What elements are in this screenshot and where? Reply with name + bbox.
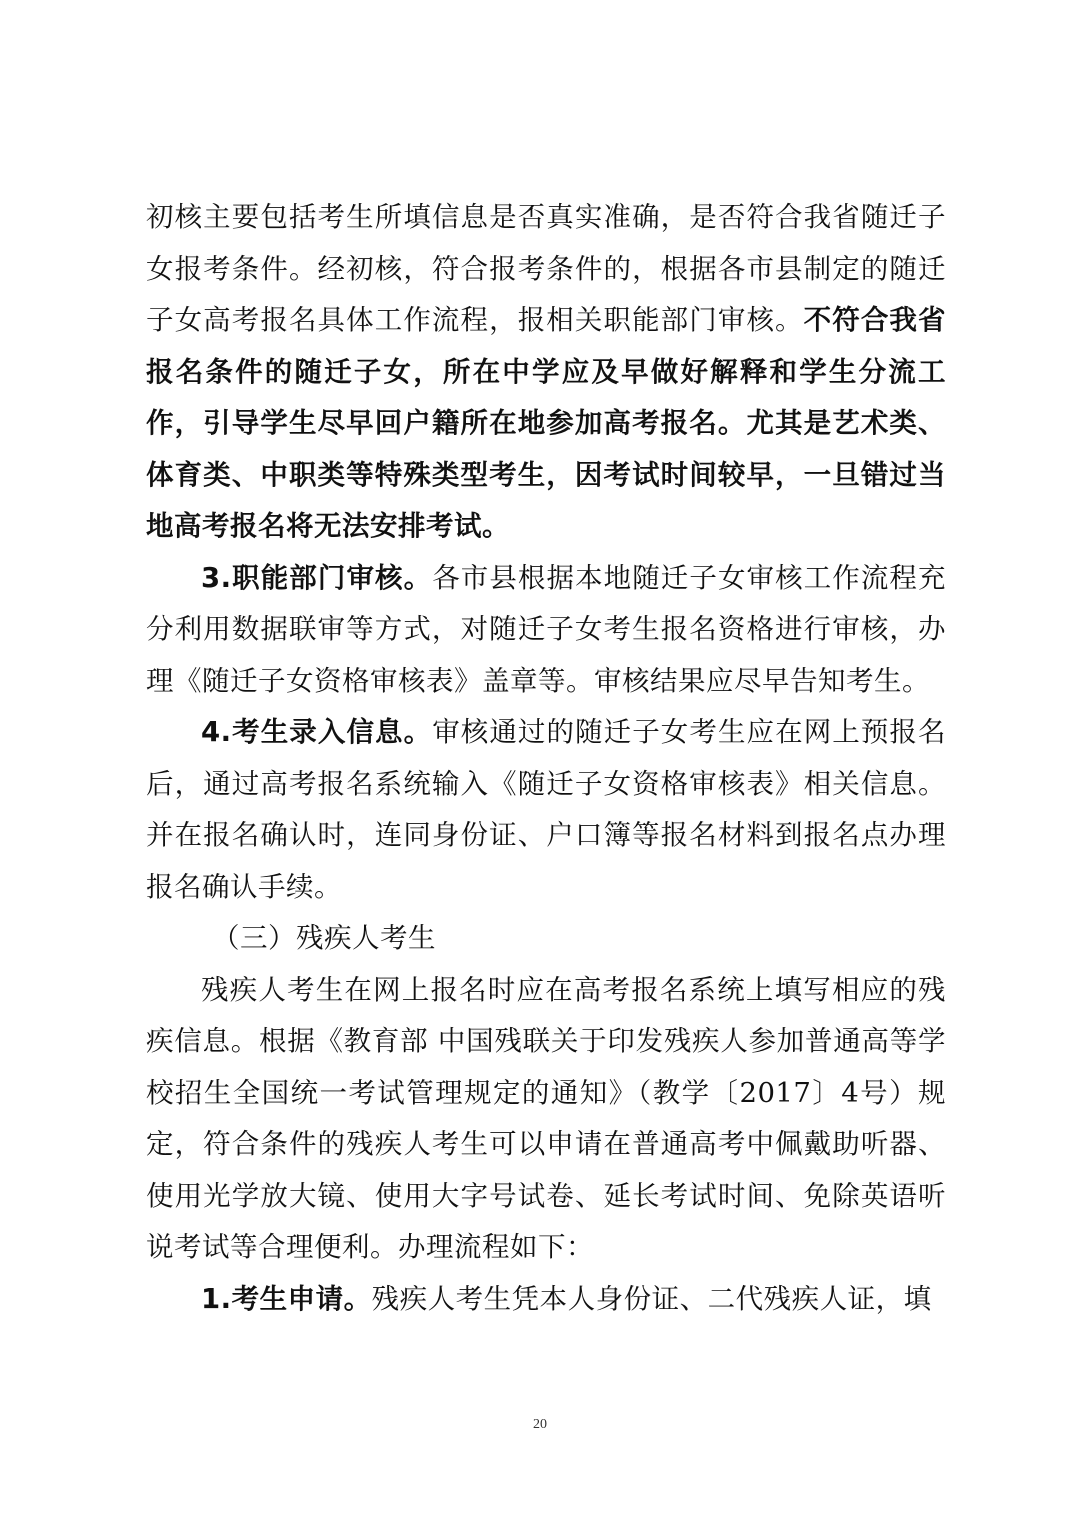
- text-run: 残疾人考生凭本人身份证、二代残疾人证，填: [371, 1282, 932, 1315]
- text-run-bold: 不符合我省报名条件的随迁子女，所在中学应及早做好解释和学生分流工作，引导学生尽早回户籍所在地参加高考报名。尤其是艺术类、体育类、中职类等特殊类型考生，因考试时间较早，一旦错过当地高考报名将无法安排考试。: [146, 304, 947, 542]
- step-heading: 1.考生申请。: [201, 1282, 372, 1315]
- paragraph-candidate-apply: [146, 1274, 946, 1326]
- paragraph-enter-info: [146, 707, 946, 913]
- paragraph-department-review: [146, 553, 946, 708]
- section-heading-disabled-candidates: [146, 913, 946, 965]
- text-run: 初核主要包括考生所填信息是否真实准确，是否符合我省随迁子女报考条件。经初核，符合报考条件的，根据各市县制定的随迁子女高考报名具体工作流程，报相关职能部门审核。: [146, 201, 946, 336]
- paragraph-disabled-info: [146, 965, 946, 1274]
- page-number: 20: [533, 1417, 547, 1432]
- section-heading-text: （三）残疾人考生: [212, 922, 436, 954]
- document-body: [146, 192, 946, 1325]
- text-run: 残疾人考生在网上报名时应在高考报名系统上填写相应的残疾信息。根据《教育部 中国残联关于印发残疾人参加普通高等学校招生全国统一考试管理规定的通知》（教学〔2017〕4号）规定，符合条件的残疾人考生可以申请在普通高考中佩戴助听器、使用光学放大镜、使用大字号试卷、延长考试时间、免除英语听说考试等合理便利。办理流程如下：: [146, 973, 946, 1263]
- paragraph-initial-review: [146, 192, 946, 553]
- step-heading: 3.职能部门审核。: [201, 561, 433, 594]
- text-run: 各市县根据本地随迁子女审核工作流程充分利用数据联审等方式，对随迁子女考生报名资格进行审核，办理《随迁子女资格审核表》盖章等。审核结果应尽早告知考生。: [146, 561, 946, 697]
- text-run: 审核通过的随迁子女考生应在网上预报名后，通过高考报名系统输入《随迁子女资格审核表》相关信息。并在报名确认时，连同身份证、户口簿等报名材料到报名点办理报名确认手续。: [146, 716, 946, 903]
- step-heading: 4.考生录入信息。: [201, 716, 433, 748]
